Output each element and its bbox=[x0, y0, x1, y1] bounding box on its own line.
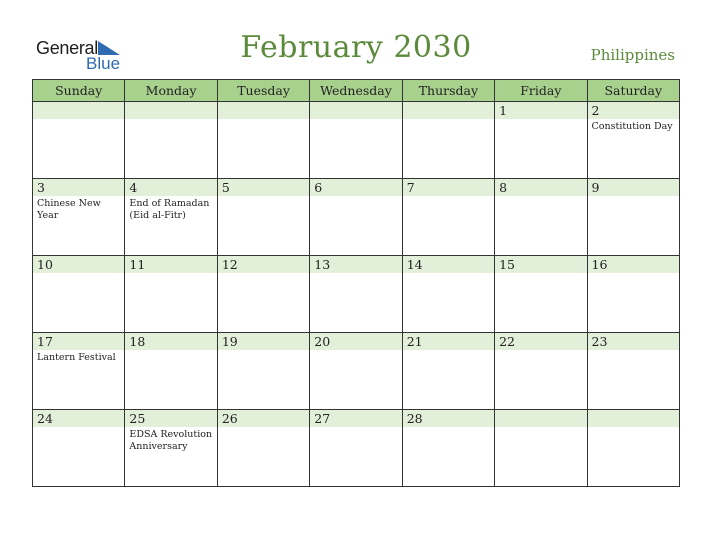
holiday-label bbox=[495, 119, 586, 121]
holiday-label bbox=[495, 273, 586, 275]
day-cell bbox=[587, 333, 679, 410]
weekday-header: Wednesday bbox=[310, 80, 402, 102]
holiday-label bbox=[33, 273, 124, 275]
holiday-label: Chinese New Year bbox=[37, 198, 101, 221]
weekday-header: Monday bbox=[125, 80, 217, 102]
day-number: 26 bbox=[218, 410, 309, 427]
day-number: 9 bbox=[588, 179, 679, 196]
day-number: 14 bbox=[403, 256, 494, 273]
day-number: 2 bbox=[588, 102, 679, 119]
day-number bbox=[125, 102, 216, 119]
week-row bbox=[33, 256, 680, 333]
day-number: 18 bbox=[125, 333, 216, 350]
day-number: 3 bbox=[33, 179, 124, 196]
day-number: 13 bbox=[310, 256, 401, 273]
day-cell bbox=[587, 102, 679, 179]
day-number: 23 bbox=[588, 333, 679, 350]
day-cell bbox=[310, 333, 402, 410]
weekday-header: Tuesday bbox=[217, 80, 309, 102]
day-number: 11 bbox=[125, 256, 216, 273]
day-cell bbox=[402, 333, 494, 410]
day-number: 12 bbox=[218, 256, 309, 273]
holiday-label bbox=[588, 427, 679, 429]
day-number bbox=[495, 410, 586, 427]
day-number bbox=[310, 102, 401, 119]
day-cell bbox=[125, 179, 217, 256]
day-number: 6 bbox=[310, 179, 401, 196]
day-cell bbox=[402, 410, 494, 487]
holiday-label: EDSA Revolution Anniversary bbox=[129, 429, 213, 452]
logo-blue-text: Blue bbox=[86, 54, 121, 73]
holiday-label bbox=[310, 196, 401, 198]
day-cell bbox=[495, 256, 587, 333]
day-cell bbox=[495, 179, 587, 256]
holiday-label bbox=[495, 427, 586, 429]
day-cell bbox=[310, 102, 402, 179]
day-number: 17 bbox=[33, 333, 124, 350]
day-number: 27 bbox=[310, 410, 401, 427]
holiday-label bbox=[403, 273, 494, 275]
weekday-header-row bbox=[33, 80, 680, 102]
day-cell bbox=[217, 179, 309, 256]
week-row bbox=[33, 102, 680, 179]
week-row bbox=[33, 410, 680, 487]
holiday-label bbox=[218, 427, 309, 429]
day-cell bbox=[310, 256, 402, 333]
day-cell bbox=[587, 256, 679, 333]
calendar-grid bbox=[32, 79, 680, 487]
day-number: 25 bbox=[125, 410, 216, 427]
day-number: 4 bbox=[125, 179, 216, 196]
holiday-label bbox=[403, 119, 494, 121]
holiday-label bbox=[218, 196, 309, 198]
holiday-label bbox=[218, 273, 309, 275]
logo-general-text: General bbox=[36, 38, 98, 58]
day-number bbox=[403, 102, 494, 119]
day-cell bbox=[495, 102, 587, 179]
day-cell bbox=[125, 410, 217, 487]
day-cell bbox=[310, 179, 402, 256]
holiday-label bbox=[310, 427, 401, 429]
weekday-header: Saturday bbox=[587, 80, 679, 102]
holiday-label bbox=[125, 119, 216, 121]
day-number: 20 bbox=[310, 333, 401, 350]
holiday-label bbox=[495, 196, 586, 198]
holiday-label bbox=[33, 119, 124, 121]
page-title: February 2030 bbox=[240, 30, 472, 65]
holiday-label: End of Ramadan (Eid al-Fitr) bbox=[129, 198, 210, 221]
day-cell bbox=[217, 256, 309, 333]
holiday-label bbox=[403, 196, 494, 198]
holiday-label bbox=[403, 350, 494, 352]
holiday-label: Lantern Festival bbox=[37, 352, 116, 363]
day-cell bbox=[125, 102, 217, 179]
day-number: 7 bbox=[403, 179, 494, 196]
week-row bbox=[33, 333, 680, 410]
day-cell bbox=[33, 256, 125, 333]
day-cell bbox=[33, 179, 125, 256]
holiday-label bbox=[218, 119, 309, 121]
day-cell bbox=[125, 333, 217, 410]
day-cell bbox=[402, 256, 494, 333]
day-cell bbox=[125, 256, 217, 333]
holiday-label bbox=[588, 196, 679, 198]
day-number: 15 bbox=[495, 256, 586, 273]
day-number bbox=[33, 102, 124, 119]
day-cell bbox=[217, 102, 309, 179]
day-cell bbox=[217, 410, 309, 487]
day-number: 10 bbox=[33, 256, 124, 273]
weekday-header: Friday bbox=[495, 80, 587, 102]
day-number: 1 bbox=[495, 102, 586, 119]
holiday-label bbox=[310, 273, 401, 275]
day-number: 24 bbox=[33, 410, 124, 427]
day-cell bbox=[33, 410, 125, 487]
day-cell bbox=[33, 333, 125, 410]
country-label: Philippines bbox=[590, 46, 675, 64]
holiday-label bbox=[588, 273, 679, 275]
week-row bbox=[33, 179, 680, 256]
holiday-label bbox=[588, 350, 679, 352]
holiday-label bbox=[125, 273, 216, 275]
day-number: 5 bbox=[218, 179, 309, 196]
day-number bbox=[588, 410, 679, 427]
day-cell bbox=[402, 102, 494, 179]
day-cell bbox=[402, 179, 494, 256]
day-number: 22 bbox=[495, 333, 586, 350]
weekday-header: Sunday bbox=[33, 80, 125, 102]
day-number: 28 bbox=[403, 410, 494, 427]
weekday-header: Thursday bbox=[402, 80, 494, 102]
day-cell bbox=[33, 102, 125, 179]
day-number: 16 bbox=[588, 256, 679, 273]
day-cell bbox=[217, 333, 309, 410]
day-number: 21 bbox=[403, 333, 494, 350]
holiday-label bbox=[310, 119, 401, 121]
holiday-label bbox=[403, 427, 494, 429]
holiday-label bbox=[125, 350, 216, 352]
day-cell bbox=[587, 410, 679, 487]
holiday-label bbox=[33, 427, 124, 429]
day-number bbox=[218, 102, 309, 119]
day-cell bbox=[587, 179, 679, 256]
holiday-label bbox=[218, 350, 309, 352]
day-cell bbox=[495, 410, 587, 487]
day-cell bbox=[310, 410, 402, 487]
day-cell bbox=[495, 333, 587, 410]
holiday-label: Constitution Day bbox=[591, 121, 673, 132]
day-number: 8 bbox=[495, 179, 586, 196]
holiday-label bbox=[495, 350, 586, 352]
day-number: 19 bbox=[218, 333, 309, 350]
holiday-label bbox=[310, 350, 401, 352]
